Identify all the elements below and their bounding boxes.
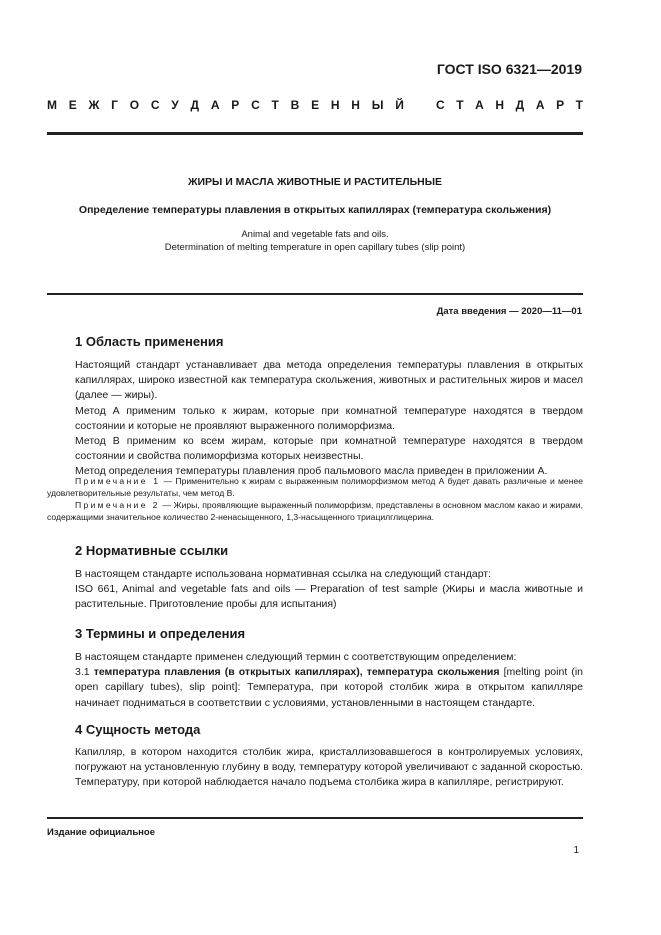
section-4-paragraph-1: Капилляр, в котором находится столбик жира, кристаллизовавшегося в контролируемых условиях, погружают на установленную глубину в воду, температуру которой увеличивают с заданной скоростью. Температуру, при которой наблюдается начало подъема столбика жира в капилляре, регистрируют. [75,746,583,789]
banner-letter: Р [556,98,565,112]
banner-letter: С [150,98,160,112]
document-title: ЖИРЫ И МАСЛА ЖИВОТНЫЕ И РАСТИТЕЛЬНЫЕ [187,176,443,188]
section-4-body [47,745,583,791]
english-title-line1: Animal and vegetable fats and oils. [241,229,389,240]
banner-letter: Д [515,98,525,112]
banner-letter: А [475,98,484,112]
section-3-paragraph-1: В настоящем стандарте применен следующий термин с соответствующим определением: [75,651,517,663]
banner-letter: Е [68,98,77,112]
note-1-text: — Применительно к жирам с выраженным полиморфизмом метод А будет давать различные и менее удовлетворительные результаты, чем метод В. [47,476,583,498]
banner-word-interstate [47,98,404,112]
banner-letter: Т [575,98,583,112]
standard-code: ГОСТ ISO 6321—2019 [436,61,582,77]
banner-letter: В [290,98,300,112]
section-1-paragraph-4: Метод определения температуры плавления проб пальмового масла приведен в приложении А. [75,465,548,478]
banner-letter: Й [395,98,404,112]
page-number: 1 [573,845,579,856]
section-1-paragraph-1: Настоящий стандарт устанавливает два метода определения температуры плавления в открытых капиллярах, широко известной как температура скольжения, животных и растительных жиров и масел (далее — жиры). [75,359,583,402]
banner-letter: Н [351,98,360,112]
banner-letter: Г [111,98,118,112]
section-1-paragraph-3: Метод В применим ко всем жирам, которые при комнатной температуре находятся в твердом состоянии и свойства полиморфизма которых неизвестны. [75,435,583,463]
footer-divider [47,817,583,819]
standard-type-banner [47,98,583,112]
banner-letter: А [535,98,545,112]
section-2-paragraph-2: ISO 661, Animal and vegetable fats and oils — Preparation of test sample (Жиры и масла животные и растительные. Приготовление пробы для испытания) [75,583,583,611]
banner-letter: С [436,98,445,112]
banner-letter: А [210,98,220,112]
title-divider [47,293,583,295]
introduction-date: Дата введения — 2020—11—01 [436,306,582,317]
banner-letter: С [251,98,260,112]
banner-letter: О [129,98,140,112]
banner-letter: Т [456,98,464,112]
note-1-label: Примечание 1 [75,476,161,486]
section-2-body [47,567,583,613]
section-1-note-1 [47,475,583,499]
term-number: 3.1 [75,666,94,679]
note-2-label: Примечание 2 [75,500,160,510]
note-2-text: — Жиры, проявляющие выраженный полиморфизм, представлены в основном маслом какао и жирами, содержащими значительное количество 2-ненасыщенного, 1,3-насыщенного триацилглицерина. [47,500,584,522]
section-3-body [47,650,583,711]
section-2-paragraph-1: В настоящем стандарте использована нормативная ссылка на следующий стандарт: [75,568,492,580]
english-title-line2: Determination of melting temperature in open capillary tubes (slip point) [164,242,466,253]
section-1-body [47,358,583,480]
term-definition [47,665,583,711]
section-1-note-2 [47,499,583,523]
section-4-heading: 4 Сущность метода [75,722,201,737]
banner-letter: Н [495,98,505,112]
section-2-heading: 2 Нормативные ссылки [75,543,229,558]
banner-letter: Н [330,98,340,112]
banner-letter: У [171,98,179,112]
term-text: [melting point (in open capillary tubes), slip point]: Температура, при которой столбик жира в открытом капилляре начинает подниматься в соответствии с условиями, установленными в настоящем стандарте. [75,666,583,709]
banner-letter: Д [190,98,200,112]
section-1-paragraph-2: Метод А применим только к жирам, которые при комнатной температуре находятся в твердом состоянии и которые не проявляют выраженного полиморфизма. [75,404,583,432]
term-name: температура плавления (в открытых капиллярах), температура скольжения [93,666,500,679]
header-divider [47,132,583,135]
banner-letter: Е [311,98,320,112]
document-subtitle: Определение температуры плавления в открытых капиллярах (температура скольжения) [78,204,552,216]
banner-letter: М [47,98,57,112]
banner-letter: Ж [88,98,100,112]
banner-letter: Ы [371,98,384,112]
banner-letter: Р [231,98,240,112]
section-1-heading: 1 Область применения [75,334,224,349]
banner-letter: Т [271,98,279,112]
banner-word-standard [436,98,583,112]
section-3-heading: 3 Термины и определения [75,626,246,641]
official-edition-label: Издание официальное [47,827,155,838]
